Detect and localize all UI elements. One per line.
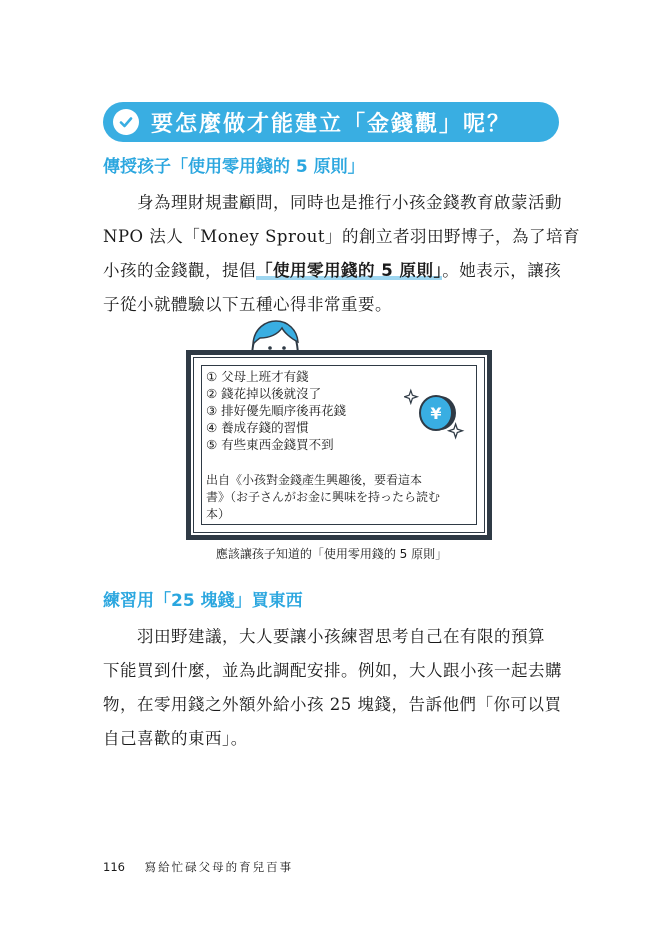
coin-symbol: ¥: [430, 404, 442, 423]
text-line: 自己喜歡的東西」。: [103, 729, 248, 748]
section1-heading: 傳授孩子「使用零用錢的 5 原則」: [103, 157, 365, 177]
sparkle-icon: [404, 390, 417, 403]
text-line: 下能買到什麼，並為此調配安排。例如，大人跟小孩一起去購: [103, 661, 562, 680]
text-span: 。她表示，讓孩: [442, 261, 562, 280]
highlight-term: 「使用零用錢的 5 原則」: [256, 261, 443, 280]
page-number: 116: [103, 860, 125, 874]
section2-heading: 練習用「25 塊錢」買東西: [103, 591, 303, 611]
source-line: 書》（お子さんがお金に興味を持ったら読む: [206, 490, 441, 504]
text-line: [103, 254, 561, 288]
list-item: ⑤ 有些東西金錢買不到: [206, 437, 334, 452]
sparkle-icon: [449, 424, 463, 438]
source-line: 出自《小孩對金錢產生興趣後，要看這本: [206, 473, 423, 487]
list-item: ③ 排好優先順序後再花錢: [206, 403, 347, 418]
check-icon: [113, 109, 139, 135]
principles-list: [206, 368, 346, 453]
list-item: ① 父母上班才有錢: [206, 369, 309, 384]
figure-source: [206, 472, 468, 523]
text-line: 物，在零用錢之外額外給小孩 25 塊錢，告訴他們「你可以買: [103, 695, 562, 714]
figure-caption: 應該讓孩子知道的「使用零用錢的 5 原則」: [215, 547, 448, 561]
yen-coin-icon: [404, 384, 470, 450]
banner-title: 要怎麼做才能建立「金錢觀」呢？: [151, 111, 512, 137]
section2-paragraph: [103, 620, 561, 756]
text-line: 羽田野建議，大人要讓小孩練習思考自己在有限的預算: [137, 627, 545, 646]
source-line: 本）: [206, 507, 231, 521]
text-line: NPO 法人「Money Sprout」的創立者羽田野博子，為了培育: [103, 227, 581, 246]
section1-paragraph: [103, 186, 581, 322]
text-span: 小孩的金錢觀，提倡: [103, 261, 256, 280]
section-banner: [103, 102, 559, 142]
text-line: 子從小就體驗以下五種心得非常重要。: [103, 295, 392, 314]
list-item: ② 錢花掉以後就沒了: [206, 386, 322, 401]
page-footer: [103, 859, 293, 875]
text-line: 身為理財規畫顧問，同時也是推行小孩金錢教育啟蒙活動: [137, 193, 562, 212]
book-title: 寫給忙碌父母的育兒百事: [144, 860, 294, 874]
list-item: ④ 養成存錢的習慣: [206, 420, 309, 435]
